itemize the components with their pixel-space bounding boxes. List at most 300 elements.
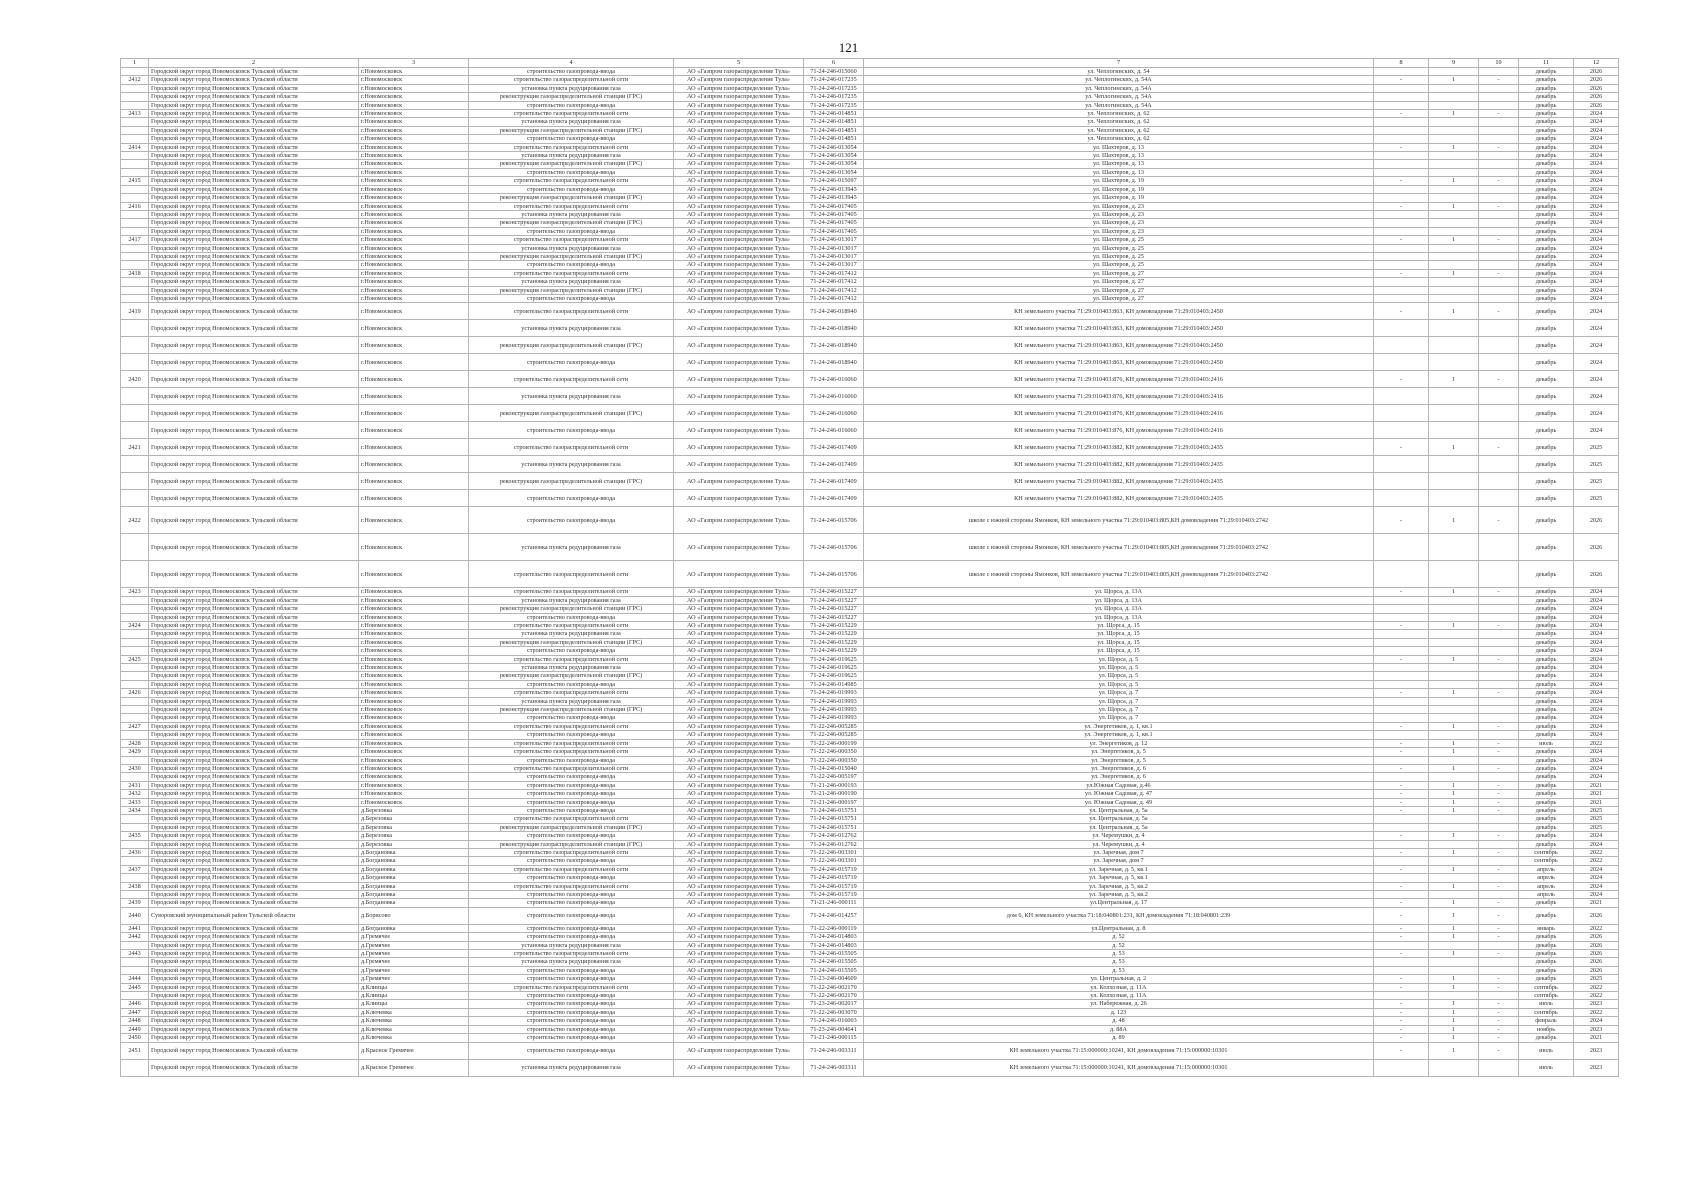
table-cell: ул. Чеплогинских, д. 54А xyxy=(864,84,1374,92)
table-cell: 1 xyxy=(1429,439,1479,456)
table-cell xyxy=(1374,294,1429,302)
table-cell: 71-24-246-016003 xyxy=(804,1017,864,1025)
table-cell: - xyxy=(1374,269,1429,277)
table-cell: - xyxy=(1479,143,1519,151)
table-cell xyxy=(1479,966,1519,974)
table-cell xyxy=(1374,664,1429,672)
table-cell: 71-24-246-003311 xyxy=(804,1059,864,1076)
table-cell xyxy=(121,773,149,781)
table-cell: ул. Черемушки, д. 4 xyxy=(864,832,1374,840)
table-cell xyxy=(1479,613,1519,621)
table-cell: АО «Газпром газораспределение Тула» xyxy=(674,1025,804,1033)
table-cell: КН земельного участка 71:29:010403:863, КН домовладения 71:29:010403:2450 xyxy=(864,354,1374,371)
table-cell: г.Новомосковск xyxy=(359,405,469,422)
table-cell: Городской округ город Новомосковск Тульской области xyxy=(149,210,359,218)
table-cell: Городской округ город Новомосковск Тульской области xyxy=(149,1042,359,1059)
table-cell: АО «Газпром газораспределение Тула» xyxy=(674,882,804,890)
table-cell: АО «Газпром газораспределение Тула» xyxy=(674,992,804,1000)
table-cell: 2024 xyxy=(1574,152,1619,160)
table-cell: 1 xyxy=(1429,1025,1479,1033)
table-cell: декабрь xyxy=(1519,680,1574,688)
table-cell xyxy=(121,605,149,613)
table-cell: строительство газораспределительной сети xyxy=(469,764,674,772)
table-cell: декабрь xyxy=(1519,975,1574,983)
table-cell: Городской округ город Новомосковск Тульской области xyxy=(149,252,359,260)
table-cell: АО «Газпром газораспределение Тула» xyxy=(674,950,804,958)
table-cell xyxy=(121,731,149,739)
table-cell: 2024 xyxy=(1574,672,1619,680)
table-cell: д.Ключевка xyxy=(359,1017,469,1025)
table-cell: г.Новомосковск xyxy=(359,303,469,320)
table-cell: 71-24-246-017412 xyxy=(804,278,864,286)
table-cell: д. 123 xyxy=(864,1008,1374,1016)
table-cell: январь xyxy=(1519,924,1574,932)
table-cell xyxy=(1429,405,1479,422)
table-cell xyxy=(1374,596,1429,604)
table-cell: декабрь xyxy=(1519,1034,1574,1042)
table-cell: АО «Газпром газораспределение Тула» xyxy=(674,857,804,865)
table-cell: ул. Набережная, д. 26 xyxy=(864,1000,1374,1008)
table-cell: декабрь xyxy=(1519,269,1574,277)
table-cell: Городской округ город Новомосковск Тульской области xyxy=(149,278,359,286)
table-cell: декабрь xyxy=(1519,647,1574,655)
table-row xyxy=(121,422,1619,439)
table-cell xyxy=(1429,891,1479,899)
table-row xyxy=(121,252,1619,260)
table-cell: Городской округ город Новомосковск Тульской области xyxy=(149,269,359,277)
table-cell xyxy=(121,261,149,269)
table-cell: - xyxy=(1374,202,1429,210)
table-cell: строительство газораспределительной сети xyxy=(469,983,674,991)
table-cell: - xyxy=(1479,865,1519,873)
table-cell: 2025 xyxy=(1574,473,1619,490)
table-cell: АО «Газпром газораспределение Тула» xyxy=(674,388,804,405)
table-cell xyxy=(1374,958,1429,966)
table-cell xyxy=(1479,126,1519,134)
table-cell: 71-24-246-015751 xyxy=(804,806,864,814)
table-cell: 2024 xyxy=(1574,168,1619,176)
table-row xyxy=(121,202,1619,210)
table-cell: 2023 xyxy=(1574,1059,1619,1076)
table-cell: д.Красное Гремячее xyxy=(359,1059,469,1076)
table-cell: декабрь xyxy=(1519,126,1574,134)
table-cell: г.Новомосковск xyxy=(359,739,469,747)
table-cell: ул. Шахтеров, д. 27 xyxy=(864,286,1374,294)
table-cell: 71-24-246-016060 xyxy=(804,371,864,388)
table-cell: строительство газораспределительной сети xyxy=(469,748,674,756)
table-cell: ул. Щорса, д. 15 xyxy=(864,622,1374,630)
table-cell: декабрь xyxy=(1519,337,1574,354)
table-row xyxy=(121,722,1619,730)
table-cell: ул. Колхозная, д. 11А xyxy=(864,992,1374,1000)
table-cell xyxy=(1429,958,1479,966)
header-cell: 5 xyxy=(674,59,804,68)
table-cell: 71-24-246-019993 xyxy=(804,706,864,714)
table-cell: АО «Газпром газораспределение Тула» xyxy=(674,613,804,621)
table-cell xyxy=(121,68,149,76)
table-cell: Городской округ город Новомосковск Тульской области xyxy=(149,177,359,185)
table-cell: 1 xyxy=(1429,748,1479,756)
table-cell: дом 6, КН земельного участка 71:18:040801:231, КН домовладения 71:18:040801:239 xyxy=(864,907,1374,924)
table-row xyxy=(121,1000,1619,1008)
table-cell: д.Богдановка xyxy=(359,848,469,856)
table-cell: июль xyxy=(1519,1042,1574,1059)
table-cell: АО «Газпром газораспределение Тула» xyxy=(674,473,804,490)
table-row xyxy=(121,490,1619,507)
table-cell xyxy=(1374,490,1429,507)
table-cell: - xyxy=(1479,202,1519,210)
table-cell: КН земельного участка 71:29:010403:882, КН домовладения 71:29:010403:2435 xyxy=(864,439,1374,456)
table-cell: 2024 xyxy=(1574,832,1619,840)
table-cell xyxy=(121,857,149,865)
table-cell: 2024 xyxy=(1574,840,1619,848)
table-cell: АО «Газпром газораспределение Тула» xyxy=(674,933,804,941)
table-cell xyxy=(1479,422,1519,439)
table-cell: 71-24-246-017235 xyxy=(804,101,864,109)
table-cell: 71-24-246-015719 xyxy=(804,882,864,890)
table-cell: - xyxy=(1479,924,1519,932)
table-cell: декабрь xyxy=(1519,261,1574,269)
table-cell: декабрь xyxy=(1519,118,1574,126)
table-cell: АО «Газпром газораспределение Тула» xyxy=(674,731,804,739)
table-cell: - xyxy=(1479,790,1519,798)
table-cell: г.Новомосковск xyxy=(359,605,469,613)
table-cell: ул. Чеплогинских, д. 54А xyxy=(864,93,1374,101)
table-cell: 2026 xyxy=(1574,68,1619,76)
table-row xyxy=(121,76,1619,84)
table-cell: строительство газораспределительной сети xyxy=(469,177,674,185)
table-cell: 2024 xyxy=(1574,1017,1619,1025)
table-row xyxy=(121,672,1619,680)
table-cell xyxy=(1429,227,1479,235)
table-cell: 2024 xyxy=(1574,714,1619,722)
table-cell: декабрь xyxy=(1519,294,1574,302)
table-cell: ул. Чеплогинских, д. 54А xyxy=(864,101,1374,109)
table-cell xyxy=(121,473,149,490)
table-cell: 71-24-246-017409 xyxy=(804,490,864,507)
table-cell: 2023 xyxy=(1574,1042,1619,1059)
table-cell: реконструкция газораспределительной станции (ГРС) xyxy=(469,405,674,422)
table-cell xyxy=(1374,261,1429,269)
table-cell: Городской округ город Новомосковск Тульской области xyxy=(149,655,359,663)
table-cell: - xyxy=(1479,832,1519,840)
table-cell xyxy=(1374,219,1429,227)
table-cell: 2024 xyxy=(1574,588,1619,596)
table-row xyxy=(121,966,1619,974)
table-cell: 1 xyxy=(1429,1034,1479,1042)
table-cell: ул. Энергетиков, д. 5 xyxy=(864,756,1374,764)
table-cell: 2024 xyxy=(1574,664,1619,672)
table-cell: декабрь xyxy=(1519,490,1574,507)
table-cell xyxy=(1479,337,1519,354)
table-row xyxy=(121,706,1619,714)
table-cell: АО «Газпром газораспределение Тула» xyxy=(674,941,804,949)
table-cell: АО «Газпром газораспределение Тула» xyxy=(674,647,804,655)
table-cell: АО «Газпром газораспределение Тула» xyxy=(674,815,804,823)
header-cell: 10 xyxy=(1479,59,1519,68)
table-cell: Городской округ город Новомосковск Тульской области xyxy=(149,924,359,932)
table-cell: - xyxy=(1374,588,1429,596)
table-cell: 2026 xyxy=(1574,933,1619,941)
table-cell: Городской округ город Новомосковск Тульской области xyxy=(149,456,359,473)
table-cell: декабрь xyxy=(1519,596,1574,604)
table-cell: 71-24-246-017409 xyxy=(804,439,864,456)
table-cell: декабрь xyxy=(1519,473,1574,490)
table-cell: установка пункта редуцирования газа xyxy=(469,84,674,92)
table-cell: 1 xyxy=(1429,950,1479,958)
table-cell: АО «Газпром газораспределение Тула» xyxy=(674,143,804,151)
table-row xyxy=(121,286,1619,294)
table-cell xyxy=(1429,815,1479,823)
table-cell: строительство газопровода-ввода xyxy=(469,907,674,924)
table-cell: 71-23-246-004609 xyxy=(804,975,864,983)
table-cell: Городской округ город Новомосковск Тульской области xyxy=(149,422,359,439)
table-cell: 2022 xyxy=(1574,983,1619,991)
table-row xyxy=(121,320,1619,337)
table-cell: ул. Шахтеров, д. 25 xyxy=(864,236,1374,244)
table-cell: 2024 xyxy=(1574,252,1619,260)
table-cell: г.Новомосковск xyxy=(359,110,469,118)
table-cell xyxy=(1429,185,1479,193)
table-cell: - xyxy=(1374,739,1429,747)
table-cell: Городской округ город Новомосковск Тульской области xyxy=(149,236,359,244)
table-cell: г.Новомосковск xyxy=(359,210,469,218)
table-row xyxy=(121,697,1619,705)
table-cell: 2024 xyxy=(1574,269,1619,277)
table-cell: г.Новомосковск xyxy=(359,773,469,781)
table-cell: Городской округ город Новомосковск Тульской области xyxy=(149,950,359,958)
table-cell: - xyxy=(1374,1008,1429,1016)
table-cell: Городской округ город Новомосковск Тульской области xyxy=(149,1025,359,1033)
table-cell xyxy=(1374,244,1429,252)
table-cell: строительство газопровода-ввода xyxy=(469,781,674,789)
table-row xyxy=(121,798,1619,806)
table-cell: ул.Южная Садовая, д.46 xyxy=(864,781,1374,789)
table-cell: строительство газораспределительной сети xyxy=(469,689,674,697)
table-cell: декабрь xyxy=(1519,798,1574,806)
table-cell: г.Новомосковск xyxy=(359,689,469,697)
table-cell: 2425 xyxy=(121,655,149,663)
table-cell xyxy=(1479,731,1519,739)
table-cell: 2024 xyxy=(1574,874,1619,882)
table-cell: ул. Чеплогинских, д. 54А xyxy=(864,76,1374,84)
table-cell: 71-24-246-017409 xyxy=(804,456,864,473)
table-cell: 2434 xyxy=(121,806,149,814)
table-cell: - xyxy=(1479,236,1519,244)
table-cell: реконструкция газораспределительной станции (ГРС) xyxy=(469,840,674,848)
table-cell: ул. Шахтеров, д. 27 xyxy=(864,294,1374,302)
table-cell xyxy=(1429,638,1479,646)
table-cell: - xyxy=(1479,781,1519,789)
table-cell: 2024 xyxy=(1574,227,1619,235)
table-cell: строительство газораспределительной сети xyxy=(469,303,674,320)
table-cell: 71-24-246-017412 xyxy=(804,286,864,294)
table-cell: 2420 xyxy=(121,371,149,388)
table-cell: - xyxy=(1374,950,1429,958)
table-cell xyxy=(1374,561,1429,588)
table-row xyxy=(121,714,1619,722)
table-cell: г.Новомосковск xyxy=(359,269,469,277)
table-cell xyxy=(1429,294,1479,302)
table-cell: 2423 xyxy=(121,588,149,596)
table-cell xyxy=(1429,152,1479,160)
table-cell xyxy=(121,210,149,218)
table-cell xyxy=(1479,93,1519,101)
table-cell xyxy=(1429,68,1479,76)
table-cell: 2024 xyxy=(1574,236,1619,244)
table-cell xyxy=(1374,194,1429,202)
table-row xyxy=(121,354,1619,371)
table-cell: 71-24-246-017405 xyxy=(804,210,864,218)
table-cell: установка пункта редуцирования газа xyxy=(469,210,674,218)
table-cell xyxy=(121,93,149,101)
table-cell: АО «Газпром газораспределение Тула» xyxy=(674,630,804,638)
table-cell: 71-24-246-013017 xyxy=(804,252,864,260)
table-cell: 71-24-246-015505 xyxy=(804,958,864,966)
table-cell: строительство газораспределительной сети xyxy=(469,865,674,873)
table-cell: декабрь xyxy=(1519,664,1574,672)
table-row xyxy=(121,638,1619,646)
table-row xyxy=(121,899,1619,907)
table-cell: 71-24-246-014803 xyxy=(804,941,864,949)
table-cell: 1 xyxy=(1429,655,1479,663)
table-cell: Городской округ город Новомосковск Тульской области xyxy=(149,622,359,630)
table-cell xyxy=(1479,185,1519,193)
table-cell: 71-24-246-015060 xyxy=(804,68,864,76)
table-cell: АО «Газпром газораспределение Тула» xyxy=(674,68,804,76)
table-row xyxy=(121,194,1619,202)
table-cell: 2025 xyxy=(1574,456,1619,473)
table-cell: строительство газопровода-ввода xyxy=(469,790,674,798)
table-cell: декабрь xyxy=(1519,76,1574,84)
table-cell: декабрь xyxy=(1519,194,1574,202)
table-cell: декабрь xyxy=(1519,731,1574,739)
table-cell xyxy=(1374,68,1429,76)
table-cell xyxy=(121,638,149,646)
table-cell: 1 xyxy=(1429,1017,1479,1025)
table-cell xyxy=(1429,278,1479,286)
table-cell: АО «Газпром газораспределение Тула» xyxy=(674,405,804,422)
table-cell: - xyxy=(1374,177,1429,185)
table-cell: Городской округ город Новомосковск Тульской области xyxy=(149,320,359,337)
table-cell: АО «Газпром газораспределение Тула» xyxy=(674,958,804,966)
table-cell: Городской округ город Новомосковск Тульской области xyxy=(149,194,359,202)
table-cell: 2023 xyxy=(1574,1000,1619,1008)
table-cell xyxy=(1374,534,1429,561)
table-cell: ул. Центральная, д. 5а xyxy=(864,815,1374,823)
table-cell: 2024 xyxy=(1574,261,1619,269)
table-cell: 2026 xyxy=(1574,941,1619,949)
table-cell: 2440 xyxy=(121,907,149,924)
table-cell: строительство газопровода-ввода xyxy=(469,731,674,739)
table-cell: КН земельного участка 71:29:010403:876, КН домовладения 71:29:010403:2416 xyxy=(864,422,1374,439)
table-cell: - xyxy=(1479,1042,1519,1059)
table-cell: 71-24-246-014851 xyxy=(804,110,864,118)
table-cell xyxy=(1374,874,1429,882)
table-row xyxy=(121,185,1619,193)
table-cell: - xyxy=(1374,764,1429,772)
table-row xyxy=(121,177,1619,185)
table-cell: июль xyxy=(1519,739,1574,747)
table-cell xyxy=(1429,857,1479,865)
table-cell: АО «Газпром газораспределение Тула» xyxy=(674,303,804,320)
table-cell: - xyxy=(1479,1008,1519,1016)
table-cell xyxy=(121,126,149,134)
table-cell xyxy=(1479,456,1519,473)
table-cell: строительство газопровода-ввода xyxy=(469,806,674,814)
table-cell xyxy=(1374,756,1429,764)
table-cell: Городской округ город Новомосковск Тульской области xyxy=(149,722,359,730)
table-cell: г.Новомосковск xyxy=(359,722,469,730)
table-cell: Суворовский муниципальный район Тульской области xyxy=(149,907,359,924)
table-cell: 2024 xyxy=(1574,388,1619,405)
table-cell xyxy=(1374,731,1429,739)
table-cell xyxy=(121,1059,149,1076)
table-cell: 71-24-246-013945 xyxy=(804,185,864,193)
table-cell: д.Гремячее xyxy=(359,933,469,941)
table-row xyxy=(121,152,1619,160)
table-cell: г.Новомосковск xyxy=(359,135,469,143)
table-cell: сентябрь xyxy=(1519,848,1574,856)
table-cell: - xyxy=(1374,1000,1429,1008)
table-cell: 71-24-246-018940 xyxy=(804,354,864,371)
table-cell: 2448 xyxy=(121,1017,149,1025)
table-cell: Городской округ город Новомосковск Тульской области xyxy=(149,160,359,168)
table-cell xyxy=(1479,118,1519,126)
table-cell: д.Ключевка xyxy=(359,1025,469,1033)
table-cell xyxy=(121,823,149,831)
table-cell xyxy=(1479,286,1519,294)
table-cell: декабрь xyxy=(1519,303,1574,320)
table-cell: Городской округ город Новомосковск Тульской области xyxy=(149,630,359,638)
table-cell: ул. Шахтеров, д. 13 xyxy=(864,152,1374,160)
table-cell xyxy=(1479,823,1519,831)
table-cell: 2023 xyxy=(1574,1025,1619,1033)
table-cell xyxy=(1374,706,1429,714)
table-row xyxy=(121,1025,1619,1033)
table-cell: 71-24-246-015097 xyxy=(804,177,864,185)
table-cell xyxy=(121,706,149,714)
table-row xyxy=(121,303,1619,320)
table-cell xyxy=(1479,219,1519,227)
table-cell: ул. Шахтеров, д. 25 xyxy=(864,252,1374,260)
table-row xyxy=(121,561,1619,588)
table-cell: школе с южной стороны Ямонков, КН земельного участка 71:29:010403:805,КН домовладения 71:29:010403:2742 xyxy=(864,507,1374,534)
table-cell: декабрь xyxy=(1519,773,1574,781)
table-row xyxy=(121,983,1619,991)
table-cell: г.Новомосковск xyxy=(359,337,469,354)
table-cell: реконструкция газораспределительной станции (ГРС) xyxy=(469,252,674,260)
table-cell xyxy=(121,596,149,604)
table-cell: - xyxy=(1479,269,1519,277)
table-cell: 71-24-246-003311 xyxy=(804,1042,864,1059)
table-cell: декабрь xyxy=(1519,950,1574,958)
table-cell: реконструкция газораспределительной станции (ГРС) xyxy=(469,672,674,680)
table-cell: г.Новомосковск xyxy=(359,76,469,84)
table-cell: - xyxy=(1479,907,1519,924)
table-cell: 2444 xyxy=(121,975,149,983)
table-cell: - xyxy=(1374,933,1429,941)
table-cell: 2024 xyxy=(1574,202,1619,210)
table-cell: г.Новомосковск xyxy=(359,588,469,596)
table-cell xyxy=(1429,126,1479,134)
table-cell: Городской округ город Новомосковск Тульской области xyxy=(149,1008,359,1016)
table-cell: г.Новомосковск xyxy=(359,160,469,168)
table-cell xyxy=(121,227,149,235)
table-cell: 2024 xyxy=(1574,303,1619,320)
table-cell: ул. Щорса, д. 7 xyxy=(864,697,1374,705)
table-cell: декабрь xyxy=(1519,706,1574,714)
